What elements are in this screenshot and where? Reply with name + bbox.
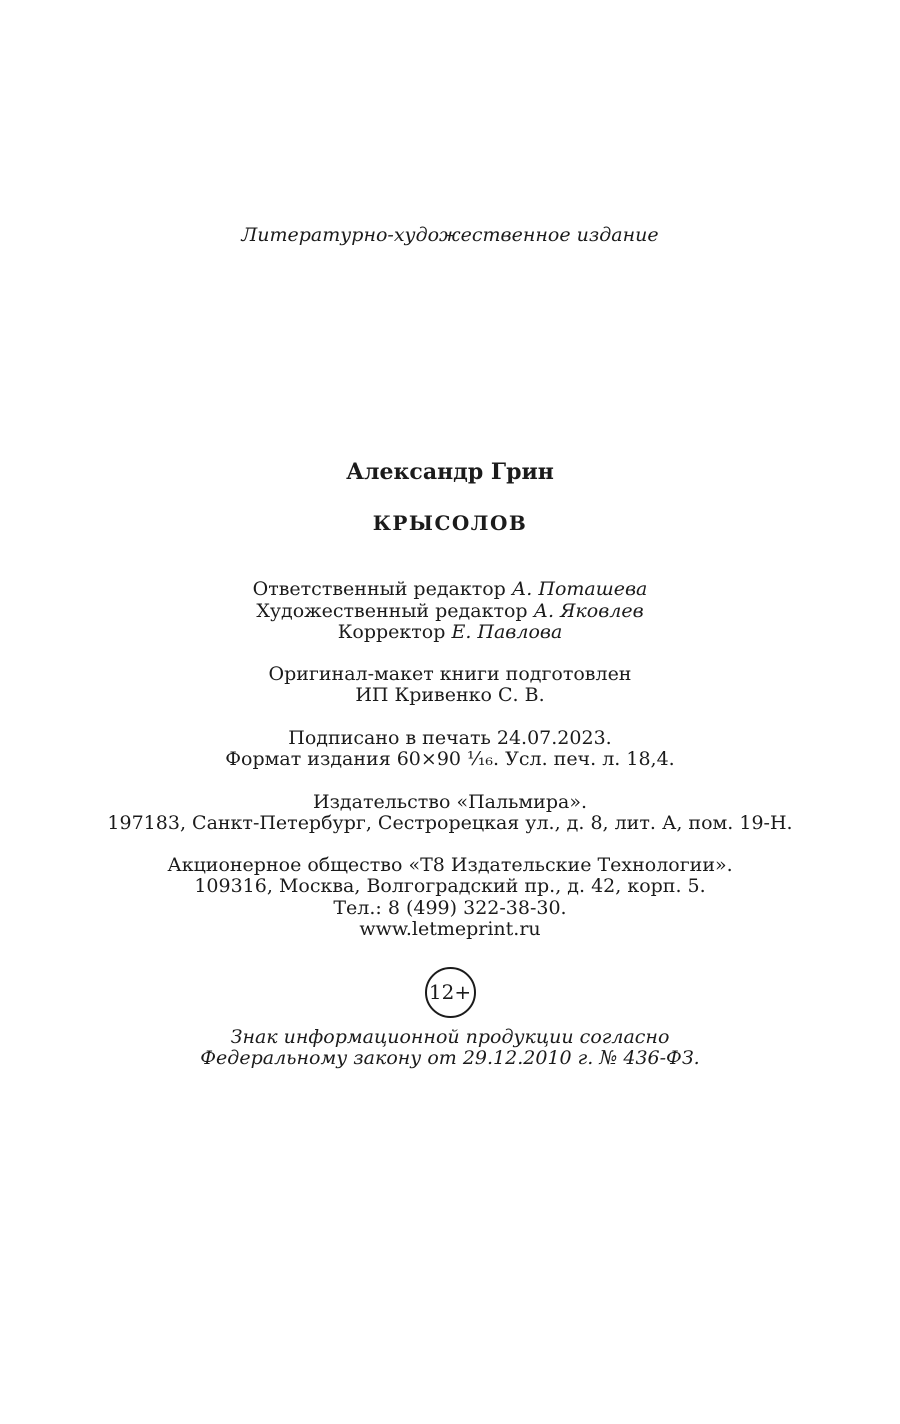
age-note-line: Знак информационной продукции согласно — [230, 1025, 670, 1048]
age-rating-wrap — [0, 967, 900, 1022]
printer-info — [0, 855, 900, 941]
print-format-line: Формат издания 60×90 ¹⁄₁₆. Усл. печ. л. 18,4. — [225, 748, 675, 770]
staff-line-art-editor — [0, 601, 900, 623]
publisher-name-line: Издательство «Пальмира». — [313, 790, 587, 813]
book-title: КРЫСОЛОВ — [372, 511, 528, 535]
staff-person: А. Яковлев — [533, 599, 644, 622]
staff-person: А. Поташева — [511, 578, 648, 600]
age-note-line: Федеральному закону от 29.12.2010 г. № 436-ФЗ. — [200, 1047, 700, 1069]
author-name: Александр Грин — [346, 459, 554, 485]
printer-address-line: 109316, Москва, Волгоградский пр., д. 42, корп. 5. — [194, 875, 706, 897]
layout-maker-note — [0, 664, 900, 707]
staff-role: Художественный редактор — [256, 599, 528, 622]
edition-type-note: Литературно-художественное издание — [241, 224, 659, 246]
publisher-info — [0, 792, 900, 835]
print-technical-info — [0, 728, 900, 771]
printer-name-line: Акционерное общество «Т8 Издательские Технологии». — [167, 853, 733, 876]
colophon-page — [0, 224, 900, 1424]
layout-note-line: ИП Кривенко С. В. — [355, 684, 545, 706]
staff-role: Корректор — [337, 621, 446, 643]
age-rating-badge: 12+ — [425, 967, 476, 1018]
staff-credits — [0, 579, 900, 644]
staff-person: Е. Павлова — [451, 621, 563, 643]
printer-phone-line: Тел.: 8 (499) 322-38-30. — [333, 896, 567, 919]
layout-note-line: Оригинал-макет книги подготовлен — [268, 662, 632, 685]
staff-line-managing-editor — [0, 579, 900, 601]
publisher-address-line: 197183, Санкт-Петербург, Сестрорецкая ул., д. 8, лит. А, пом. 19-Н. — [107, 812, 793, 834]
staff-role: Ответственный редактор — [252, 578, 506, 600]
staff-line-proofreader — [0, 622, 900, 644]
age-rating-legal-note — [0, 1027, 900, 1070]
printer-website: www.letmeprint.ru — [359, 918, 541, 940]
print-date-line: Подписано в печать 24.07.2023. — [288, 726, 612, 749]
